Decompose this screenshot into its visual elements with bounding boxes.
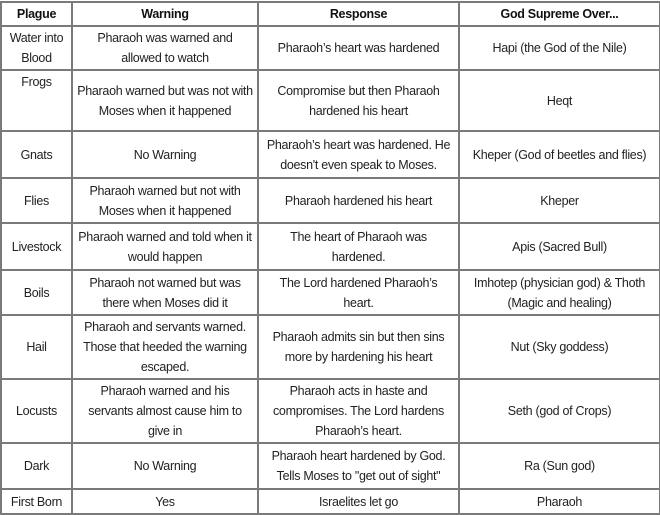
response-cell: Pharaoh’s heart was hardened bbox=[258, 26, 459, 70]
god-cell: Pharaoh bbox=[459, 489, 660, 514]
table-row bbox=[1, 131, 660, 178]
header-response: Response bbox=[258, 2, 459, 26]
plagues-table bbox=[0, 1, 660, 515]
warning-cell: Pharaoh warned and his servants almost cause him to give in bbox=[72, 379, 258, 443]
warning-cell: No Warning bbox=[72, 443, 258, 489]
plague-cell: Frogs bbox=[1, 70, 72, 131]
god-cell: Heqt bbox=[459, 70, 660, 131]
warning-cell: Pharaoh warned but was not with Moses when it happened bbox=[72, 70, 258, 131]
plague-cell: Dark bbox=[1, 443, 72, 489]
warning-cell: No Warning bbox=[72, 131, 258, 178]
warning-cell: Pharaoh warned and told when it would happen bbox=[72, 223, 258, 270]
response-cell: Pharaoh heart hardened by God. Tells Moses to "get out of sight" bbox=[258, 443, 459, 489]
response-cell: The heart of Pharaoh was hardened. bbox=[258, 223, 459, 270]
table-row bbox=[1, 26, 660, 70]
plague-cell: Water into Blood bbox=[1, 26, 72, 70]
response-cell: Pharaoh’s heart was hardened. He doesn't even speak to Moses. bbox=[258, 131, 459, 178]
response-cell: Israelites let go bbox=[258, 489, 459, 514]
plague-cell: Locusts bbox=[1, 379, 72, 443]
warning-cell: Yes bbox=[72, 489, 258, 514]
plague-cell: Hail bbox=[1, 315, 72, 379]
god-cell: Kheper (God of beetles and flies) bbox=[459, 131, 660, 178]
god-cell: Kheper bbox=[459, 178, 660, 223]
god-cell: Seth (god of Crops) bbox=[459, 379, 660, 443]
header-god-supreme-over: God Supreme Over... bbox=[459, 2, 660, 26]
response-cell: Pharaoh admits sin but then sins more by hardening his heart bbox=[258, 315, 459, 379]
god-cell: Apis (Sacred Bull) bbox=[459, 223, 660, 270]
warning-cell: Pharaoh not warned but was there when Moses did it bbox=[72, 270, 258, 315]
god-cell: Imhotep (physician god) & Thoth (Magic and healing) bbox=[459, 270, 660, 315]
table-row bbox=[1, 70, 660, 131]
plague-cell: Gnats bbox=[1, 131, 72, 178]
god-cell: Hapi (the God of the Nile) bbox=[459, 26, 660, 70]
god-cell: Nut (Sky goddess) bbox=[459, 315, 660, 379]
table-row bbox=[1, 489, 660, 514]
table-row bbox=[1, 443, 660, 489]
table-row bbox=[1, 379, 660, 443]
response-cell: Pharaoh hardened his heart bbox=[258, 178, 459, 223]
god-cell: Ra (Sun god) bbox=[459, 443, 660, 489]
warning-cell: Pharaoh warned but not with Moses when it happened bbox=[72, 178, 258, 223]
table-row bbox=[1, 315, 660, 379]
response-cell: The Lord hardened Pharaoh’s heart. bbox=[258, 270, 459, 315]
warning-cell: Pharaoh was warned and allowed to watch bbox=[72, 26, 258, 70]
plague-cell: Livestock bbox=[1, 223, 72, 270]
header-warning: Warning bbox=[72, 2, 258, 26]
response-cell: Pharaoh acts in haste and compromises. The Lord hardens Pharaoh’s heart. bbox=[258, 379, 459, 443]
header-row bbox=[1, 2, 660, 26]
table-row bbox=[1, 178, 660, 223]
warning-cell: Pharaoh and servants warned. Those that heeded the warning escaped. bbox=[72, 315, 258, 379]
header-plague: Plague bbox=[1, 2, 72, 26]
response-cell: Compromise but then Pharaoh hardened his heart bbox=[258, 70, 459, 131]
table-row bbox=[1, 270, 660, 315]
plague-cell: Flies bbox=[1, 178, 72, 223]
plague-cell: Boils bbox=[1, 270, 72, 315]
table-row bbox=[1, 223, 660, 270]
plague-cell: First Born bbox=[1, 489, 72, 514]
